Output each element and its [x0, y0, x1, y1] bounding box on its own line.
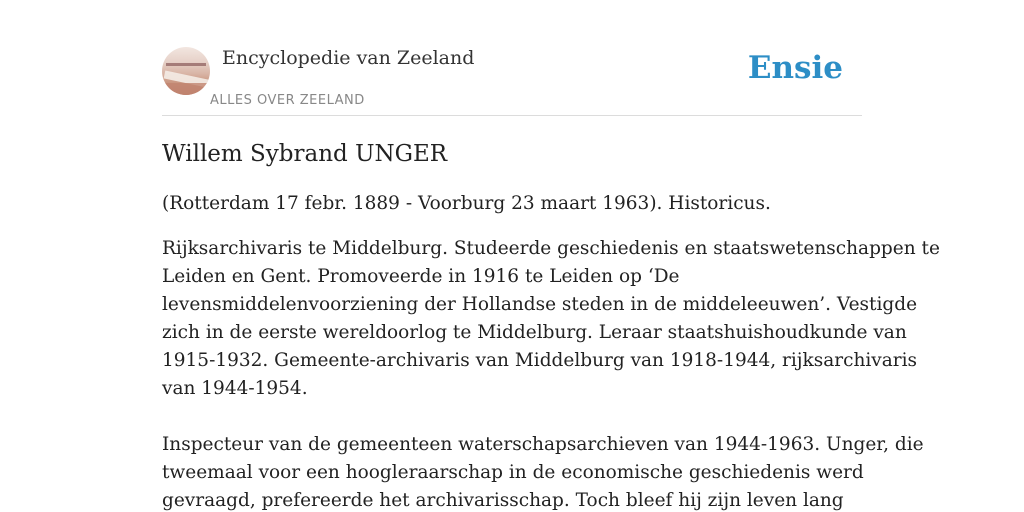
site-subtitle: ALLES OVER ZEELAND — [210, 93, 365, 108]
paragraph-line: 1915-1932. Gemeente-archivaris van Middelburg van 1918-1944, rijksarchivaris — [162, 350, 918, 371]
avatar-image-detail — [162, 83, 210, 95]
article-lead: (Rotterdam 17 febr. 1889 - Voorburg 23 maart 1963). Historicus. — [162, 193, 771, 214]
site-header — [162, 44, 862, 116]
article-paragraph-2 — [162, 431, 924, 512]
paragraph-line: van 1944-1954. — [162, 378, 308, 399]
paragraph-line: Rijksarchivaris te Middelburg. Studeerde geschiedenis en staatswetenschappen te — [162, 238, 940, 259]
article-content — [162, 138, 940, 512]
site-title-link[interactable]: Encyclopedie van Zeeland — [222, 47, 475, 69]
article-title: Willem Sybrand UNGER — [162, 141, 448, 167]
paragraph-line: gevraagd, prefereerde het archivarisschap. Toch bleef hij zijn leven lang — [162, 490, 844, 511]
paragraph-line: tweemaal voor een hoogleraarschap in de economische geschiedenis werd — [162, 462, 864, 483]
site-avatar[interactable] — [162, 47, 210, 95]
avatar-image-detail — [166, 63, 206, 66]
article-paragraph-1 — [162, 235, 940, 403]
paragraph-line: Inspecteur van de gemeenteen waterschapsarchieven van 1944-1963. Unger, die — [162, 434, 924, 455]
paragraph-line: levensmiddelenvoorziening der Hollandse steden in de middeleeuwen’. Vestigde — [162, 294, 918, 315]
paragraph-line: Leiden en Gent. Promoveerde in 1916 te Leiden op ‘De — [162, 266, 680, 287]
ensie-logo-link[interactable]: Ensie — [747, 50, 843, 86]
paragraph-line: zich in de eerste wereldoorlog te Middelburg. Leraar staatshuishoudkunde van — [162, 322, 907, 343]
